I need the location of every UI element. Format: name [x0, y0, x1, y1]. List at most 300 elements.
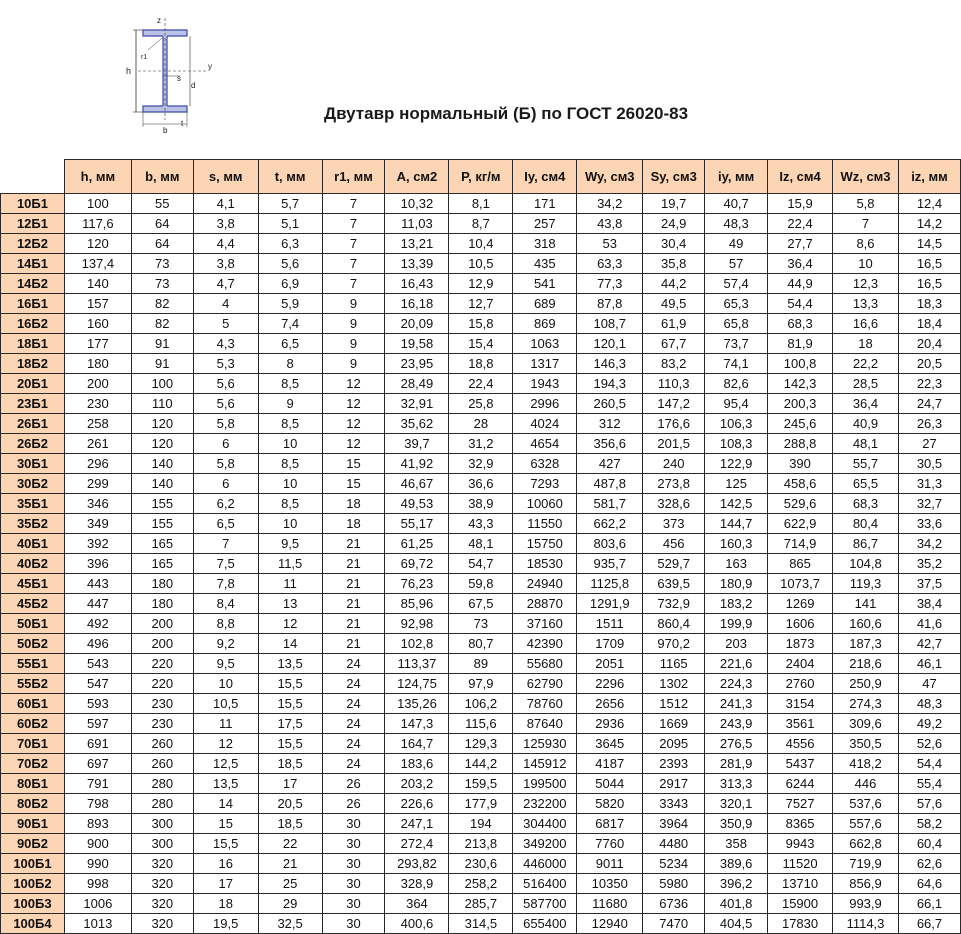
table-cell: 5,6: [193, 374, 258, 394]
table-cell: 32,9: [449, 454, 513, 474]
table-cell: 30,4: [643, 234, 705, 254]
table-cell: 30: [322, 834, 385, 854]
table-cell: 19,5: [193, 914, 258, 934]
table-cell: 250,9: [833, 674, 899, 694]
table-cell: 137,4: [64, 254, 131, 274]
table-cell: 17: [193, 874, 258, 894]
table-cell: 26: [322, 794, 385, 814]
table-cell: 8: [258, 354, 322, 374]
table-cell: 171: [513, 194, 577, 214]
table-cell: 6,5: [258, 334, 322, 354]
table-cell: 120: [131, 414, 193, 434]
table-cell: 293,82: [385, 854, 449, 874]
table-cell: 89: [449, 654, 513, 674]
table-cell: 257: [513, 214, 577, 234]
row-label-cell: 16Б1: [1, 294, 65, 314]
table-cell: 320: [131, 874, 193, 894]
table-cell: 4480: [643, 834, 705, 854]
table-cell: 5,6: [193, 394, 258, 414]
col-header: r1, мм: [322, 160, 385, 194]
table-row: [1, 334, 961, 354]
table-cell: 400,6: [385, 914, 449, 934]
table-row: [1, 254, 961, 274]
table-cell: 12,4: [898, 194, 960, 214]
table-cell: 34,2: [898, 534, 960, 554]
table-cell: 280: [131, 774, 193, 794]
table-cell: 8,5: [258, 414, 322, 434]
table-cell: 9943: [768, 834, 833, 854]
table-cell: 176,6: [643, 414, 705, 434]
table-cell: 57: [705, 254, 768, 274]
table-cell: 10: [258, 474, 322, 494]
row-label-cell: 30Б2: [1, 474, 65, 494]
table-cell: 10350: [577, 874, 643, 894]
table-cell: 42,7: [898, 634, 960, 654]
row-label-cell: 60Б2: [1, 714, 65, 734]
table-row: [1, 574, 961, 594]
table-cell: 8,6: [833, 234, 899, 254]
table-cell: 53: [577, 234, 643, 254]
table-cell: 61,25: [385, 534, 449, 554]
table-cell: 732,9: [643, 594, 705, 614]
table-cell: 14,5: [898, 234, 960, 254]
table-cell: 34,2: [577, 194, 643, 214]
table-cell: 7: [193, 534, 258, 554]
table-cell: 5234: [643, 854, 705, 874]
table-cell: 232200: [513, 794, 577, 814]
table-cell: 350,5: [833, 734, 899, 754]
table-cell: 6: [193, 474, 258, 494]
table-cell: 86,7: [833, 534, 899, 554]
table-cell: 27,7: [768, 234, 833, 254]
table-cell: 226,6: [385, 794, 449, 814]
table-cell: 203: [705, 634, 768, 654]
table-cell: 58,2: [898, 814, 960, 834]
table-cell: 14: [258, 634, 322, 654]
table-cell: 247,1: [385, 814, 449, 834]
table-cell: 20,4: [898, 334, 960, 354]
table-row: [1, 774, 961, 794]
table-cell: 200: [131, 634, 193, 654]
table-cell: 6: [193, 434, 258, 454]
table-cell: 73,7: [705, 334, 768, 354]
table-cell: 11,5: [258, 554, 322, 574]
table-cell: 18,5: [258, 754, 322, 774]
table-cell: 7,5: [193, 554, 258, 574]
table-cell: 21: [258, 854, 322, 874]
table-cell: 3,8: [193, 214, 258, 234]
table-cell: 135,26: [385, 694, 449, 714]
table-cell: 31,2: [449, 434, 513, 454]
table-cell: 299: [64, 474, 131, 494]
table-cell: 177,9: [449, 794, 513, 814]
table-cell: 3561: [768, 714, 833, 734]
table-cell: 5: [193, 314, 258, 334]
table-cell: 24940: [513, 574, 577, 594]
table-cell: 349: [64, 514, 131, 534]
table-cell: 66,1: [898, 894, 960, 914]
table-cell: 7: [322, 254, 385, 274]
table-cell: 62,6: [898, 854, 960, 874]
table-cell: 5,8: [833, 194, 899, 214]
table-cell: 194,3: [577, 374, 643, 394]
table-row: [1, 234, 961, 254]
table-cell: 117,6: [64, 214, 131, 234]
table-cell: 115,6: [449, 714, 513, 734]
table-cell: 28,5: [833, 374, 899, 394]
table-cell: 1669: [643, 714, 705, 734]
table-cell: 199,9: [705, 614, 768, 634]
row-label-cell: 14Б1: [1, 254, 65, 274]
table-row: [1, 394, 961, 414]
row-label-cell: 60Б1: [1, 694, 65, 714]
table-cell: 180: [131, 574, 193, 594]
table-row: [1, 374, 961, 394]
table-cell: 129,3: [449, 734, 513, 754]
col-header: P, кг/м: [449, 160, 513, 194]
table-cell: 373: [643, 514, 705, 534]
table-cell: 22,4: [449, 374, 513, 394]
table-cell: 993,9: [833, 894, 899, 914]
table-cell: 22: [258, 834, 322, 854]
row-label-cell: 40Б1: [1, 534, 65, 554]
table-cell: 57,6: [898, 794, 960, 814]
table-cell: 159,5: [449, 774, 513, 794]
table-cell: 106,2: [449, 694, 513, 714]
col-header: Iy, см4: [513, 160, 577, 194]
table-row: [1, 794, 961, 814]
table-cell: 2760: [768, 674, 833, 694]
col-header: iy, мм: [705, 160, 768, 194]
table-cell: 285,7: [449, 894, 513, 914]
table-cell: 4,7: [193, 274, 258, 294]
table-cell: 73: [449, 614, 513, 634]
table-cell: 30: [322, 854, 385, 874]
table-cell: 15,5: [258, 674, 322, 694]
table-corner-cell: [1, 160, 65, 194]
table-cell: 8365: [768, 814, 833, 834]
table-row: [1, 554, 961, 574]
table-cell: 48,1: [833, 434, 899, 454]
table-cell: 893: [64, 814, 131, 834]
table-cell: 80,7: [449, 634, 513, 654]
table-row: [1, 194, 961, 214]
table-cell: 8,5: [258, 374, 322, 394]
table-cell: 24: [322, 734, 385, 754]
table-cell: 1165: [643, 654, 705, 674]
table-cell: 2917: [643, 774, 705, 794]
table-cell: 108,7: [577, 314, 643, 334]
table-cell: 46,67: [385, 474, 449, 494]
table-cell: 28: [449, 414, 513, 434]
table-cell: 10,5: [193, 694, 258, 714]
table-cell: 20,5: [258, 794, 322, 814]
table-cell: 16,5: [898, 274, 960, 294]
table-cell: 11,03: [385, 214, 449, 234]
table-cell: 64,6: [898, 874, 960, 894]
table-cell: 1873: [768, 634, 833, 654]
table-cell: 320,1: [705, 794, 768, 814]
row-label-cell: 16Б2: [1, 314, 65, 334]
table-cell: 110: [131, 394, 193, 414]
table-cell: 593: [64, 694, 131, 714]
table-cell: 9,5: [258, 534, 322, 554]
table-cell: 65,8: [705, 314, 768, 334]
table-cell: 163: [705, 554, 768, 574]
table-cell: 18530: [513, 554, 577, 574]
table-cell: 516400: [513, 874, 577, 894]
table-cell: 87640: [513, 714, 577, 734]
table-cell: 24,7: [898, 394, 960, 414]
table-cell: 3154: [768, 694, 833, 714]
col-header: iz, мм: [898, 160, 960, 194]
table-cell: 18,8: [449, 354, 513, 374]
table-cell: 200: [131, 614, 193, 634]
table-cell: 970,2: [643, 634, 705, 654]
table-cell: 230: [131, 694, 193, 714]
table-cell: 300: [131, 814, 193, 834]
table-cell: 9: [322, 334, 385, 354]
table-cell: 3343: [643, 794, 705, 814]
table-cell: 496: [64, 634, 131, 654]
table-cell: 61,9: [643, 314, 705, 334]
table-row: [1, 594, 961, 614]
axis-label-y: y: [208, 62, 212, 71]
row-label-cell: 18Б2: [1, 354, 65, 374]
row-label-cell: 26Б2: [1, 434, 65, 454]
table-cell: 25,8: [449, 394, 513, 414]
table-row: [1, 634, 961, 654]
table-cell: 1317: [513, 354, 577, 374]
table-cell: 4187: [577, 754, 643, 774]
table-cell: 38,4: [898, 594, 960, 614]
table-cell: 12,3: [833, 274, 899, 294]
table-row: [1, 734, 961, 754]
table-cell: 220: [131, 654, 193, 674]
table-cell: 13,21: [385, 234, 449, 254]
table-cell: 581,7: [577, 494, 643, 514]
table-cell: 4,3: [193, 334, 258, 354]
col-header: t, мм: [258, 160, 322, 194]
table-cell: 104,8: [833, 554, 899, 574]
table-cell: 67,5: [449, 594, 513, 614]
table-cell: 6,5: [193, 514, 258, 534]
table-cell: 6244: [768, 774, 833, 794]
dim-label-t: t: [181, 119, 184, 128]
table-cell: 803,6: [577, 534, 643, 554]
table-cell: 37160: [513, 614, 577, 634]
table-cell: 100,8: [768, 354, 833, 374]
table-cell: 200,3: [768, 394, 833, 414]
table-cell: 869: [513, 314, 577, 334]
row-label-cell: 10Б1: [1, 194, 65, 214]
table-cell: 144,2: [449, 754, 513, 774]
table-cell: 6,2: [193, 494, 258, 514]
table-row: [1, 274, 961, 294]
table-row: [1, 854, 961, 874]
table-cell: 791: [64, 774, 131, 794]
table-cell: 230: [131, 714, 193, 734]
table-row: [1, 214, 961, 234]
table-cell: 125: [705, 474, 768, 494]
table-cell: 9,2: [193, 634, 258, 654]
table-row: [1, 354, 961, 374]
table-cell: 6328: [513, 454, 577, 474]
table-cell: 1511: [577, 614, 643, 634]
table-cell: 435: [513, 254, 577, 274]
table-cell: 120: [131, 434, 193, 454]
table-cell: 10060: [513, 494, 577, 514]
table-cell: 418,2: [833, 754, 899, 774]
table-cell: 543: [64, 654, 131, 674]
table-cell: 21: [322, 534, 385, 554]
table-cell: 288,8: [768, 434, 833, 454]
table-cell: 5980: [643, 874, 705, 894]
table-cell: 1709: [577, 634, 643, 654]
table-cell: 142,5: [705, 494, 768, 514]
col-header: Iz, см4: [768, 160, 833, 194]
table-cell: 7: [833, 214, 899, 234]
table-cell: 26,3: [898, 414, 960, 434]
table-cell: 18: [193, 894, 258, 914]
table-cell: 48,3: [705, 214, 768, 234]
table-cell: 22,3: [898, 374, 960, 394]
table-cell: 5,9: [258, 294, 322, 314]
table-cell: 11520: [768, 854, 833, 874]
col-header: b, мм: [131, 160, 193, 194]
table-cell: 44,9: [768, 274, 833, 294]
table-cell: 309,6: [833, 714, 899, 734]
table-cell: 389,6: [705, 854, 768, 874]
table-cell: 318: [513, 234, 577, 254]
table-cell: 2656: [577, 694, 643, 714]
table-cell: 10: [258, 434, 322, 454]
table-cell: 7: [322, 234, 385, 254]
table-cell: 81,9: [768, 334, 833, 354]
table-cell: 346: [64, 494, 131, 514]
table-row: [1, 294, 961, 314]
table-cell: 140: [131, 474, 193, 494]
table-cell: 24: [322, 714, 385, 734]
row-label-cell: 18Б1: [1, 334, 65, 354]
table-cell: 2404: [768, 654, 833, 674]
table-cell: 10,4: [449, 234, 513, 254]
table-cell: 17,5: [258, 714, 322, 734]
row-label-cell: 70Б2: [1, 754, 65, 774]
table-cell: 860,4: [643, 614, 705, 634]
table-cell: 320: [131, 894, 193, 914]
table-cell: 18: [322, 494, 385, 514]
axis-label-z: z: [157, 16, 161, 25]
table-cell: 662,2: [577, 514, 643, 534]
table-cell: 8,7: [449, 214, 513, 234]
table-cell: 32,7: [898, 494, 960, 514]
table-cell: 64: [131, 214, 193, 234]
table-cell: 55680: [513, 654, 577, 674]
table-cell: 165: [131, 534, 193, 554]
table-cell: 57,4: [705, 274, 768, 294]
table-cell: 313,3: [705, 774, 768, 794]
table-cell: 349200: [513, 834, 577, 854]
table-cell: 390: [768, 454, 833, 474]
page-title: Двутавр нормальный (Б) по ГОСТ 26020-83: [324, 104, 689, 123]
table-cell: 33,6: [898, 514, 960, 534]
table-cell: 691: [64, 734, 131, 754]
row-label-cell: 100Б1: [1, 854, 65, 874]
table-cell: 320: [131, 914, 193, 934]
table-cell: 5,6: [258, 254, 322, 274]
table-cell: 5,7: [258, 194, 322, 214]
table-cell: 30: [322, 894, 385, 914]
table-cell: 30,5: [898, 454, 960, 474]
table-cell: 427: [577, 454, 643, 474]
table-cell: 272,4: [385, 834, 449, 854]
table-cell: 541: [513, 274, 577, 294]
table-cell: 4654: [513, 434, 577, 454]
row-label-cell: 23Б1: [1, 394, 65, 414]
table-cell: 106,3: [705, 414, 768, 434]
table-cell: 3,8: [193, 254, 258, 274]
table-cell: 65,3: [705, 294, 768, 314]
table-cell: 10,32: [385, 194, 449, 214]
table-cell: 73: [131, 254, 193, 274]
table-cell: 4,4: [193, 234, 258, 254]
table-cell: 15,5: [193, 834, 258, 854]
table-cell: 8,8: [193, 614, 258, 634]
table-cell: 49,53: [385, 494, 449, 514]
table-cell: 364: [385, 894, 449, 914]
table-cell: 113,37: [385, 654, 449, 674]
dim-label-d: d: [191, 81, 196, 90]
table-cell: 5,3: [193, 354, 258, 374]
table-cell: 15,9: [768, 194, 833, 214]
table-cell: 5044: [577, 774, 643, 794]
table-cell: 1006: [64, 894, 131, 914]
row-label-cell: 80Б1: [1, 774, 65, 794]
table-cell: 7: [322, 214, 385, 234]
table-cell: 24: [322, 654, 385, 674]
table-cell: 141: [833, 594, 899, 614]
row-label-cell: 26Б1: [1, 414, 65, 434]
table-cell: 9: [322, 294, 385, 314]
row-label-cell: 100Б4: [1, 914, 65, 934]
table-row: [1, 714, 961, 734]
table-cell: 245,6: [768, 414, 833, 434]
table-cell: 7293: [513, 474, 577, 494]
table-cell: 7527: [768, 794, 833, 814]
table-cell: 12: [258, 614, 322, 634]
table-cell: 900: [64, 834, 131, 854]
row-label-cell: 40Б2: [1, 554, 65, 574]
table-row: [1, 894, 961, 914]
row-label-cell: 55Б2: [1, 674, 65, 694]
table-cell: 19,7: [643, 194, 705, 214]
table-cell: 2996: [513, 394, 577, 414]
table-cell: 183,6: [385, 754, 449, 774]
dim-label-s: s: [177, 74, 181, 83]
table-cell: 9011: [577, 854, 643, 874]
table-cell: 404,5: [705, 914, 768, 934]
table-cell: 55,17: [385, 514, 449, 534]
table-cell: 492: [64, 614, 131, 634]
table-cell: 7,8: [193, 574, 258, 594]
table-cell: 230: [64, 394, 131, 414]
table-cell: 358: [705, 834, 768, 854]
table-cell: 1606: [768, 614, 833, 634]
table-cell: 1063: [513, 334, 577, 354]
table-cell: 68,3: [768, 314, 833, 334]
table-cell: 76,23: [385, 574, 449, 594]
